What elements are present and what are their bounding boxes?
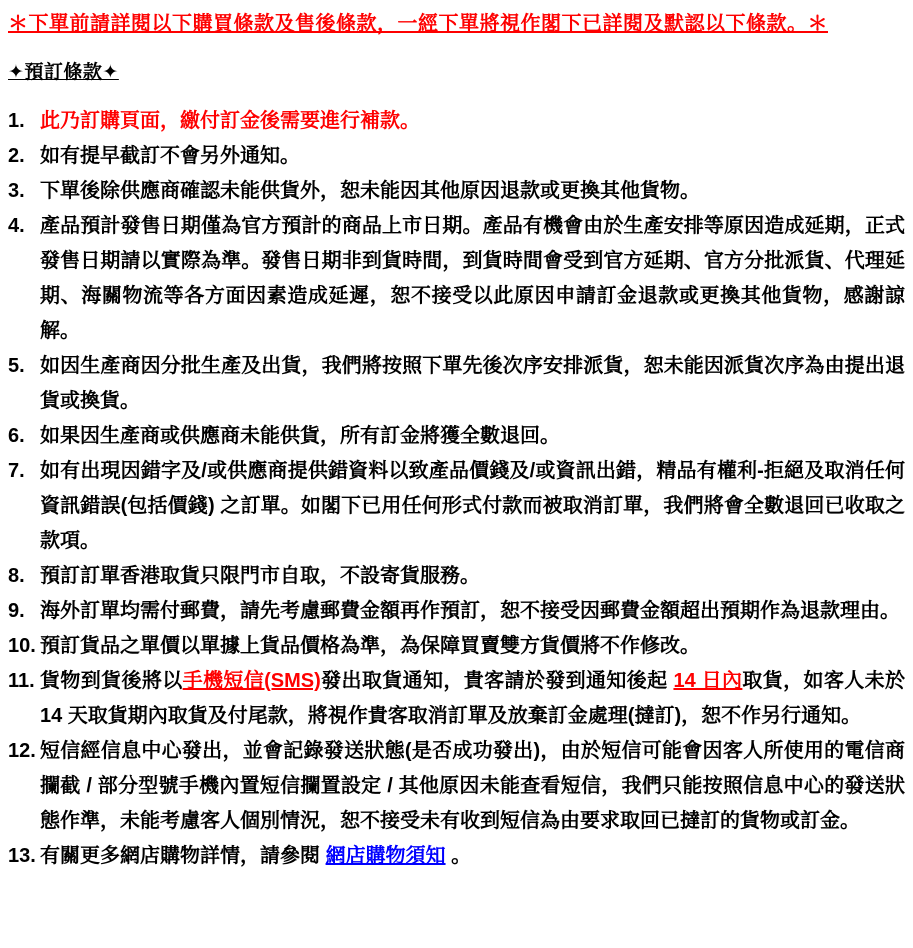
term-text-segment: 。 bbox=[445, 845, 472, 867]
term-text-segment: 預訂貨品之單價以單據上貨品價格為準，為保障買賣雙方貨價將不作修改。 bbox=[40, 635, 700, 657]
term-text-segment: 發出取貨通知，貴客請於發到通知後起 bbox=[320, 670, 674, 692]
notice-header: ＊下單前請詳閱以下購買條款及售後條款，一經下單將視作閣下已詳閱及默認以下條款。＊ bbox=[8, 13, 828, 35]
term-text bbox=[40, 664, 907, 734]
term-number: 13. bbox=[8, 845, 36, 867]
term-item bbox=[8, 139, 907, 174]
term-item bbox=[8, 734, 907, 839]
term-number: 8. bbox=[8, 565, 25, 587]
term-number: 1. bbox=[8, 110, 25, 132]
term-text-segment: 海外訂單均需付郵費，請先考慮郵費金額再作預訂，恕不接受因郵費金額超出預期作為退款理由。 bbox=[40, 600, 900, 622]
term-text bbox=[40, 419, 907, 454]
term-item bbox=[8, 664, 907, 734]
term-item bbox=[8, 174, 907, 209]
term-text-segment: 貨物到貨後將以 bbox=[40, 670, 183, 692]
term-text-segment: 如有出現因錯字及/或供應商提供錯資料以致產品價錢及/或資訊出錯，精品有權利-拒絕及取消任何資訊錯誤(包括價錢) 之訂單。如閣下已用任何形式付款而被取消訂單，我們將會全數退回已收取之款項。 bbox=[40, 460, 905, 552]
term-text bbox=[40, 734, 907, 839]
term-text bbox=[40, 454, 907, 559]
term-item bbox=[8, 104, 907, 139]
term-number: 2. bbox=[8, 145, 25, 167]
term-number: 3. bbox=[8, 180, 25, 202]
term-number: 10. bbox=[8, 635, 36, 657]
term-item bbox=[8, 559, 907, 594]
term-text-segment: 預訂訂單香港取貨只限門市自取，不設寄貨服務。 bbox=[40, 565, 480, 587]
term-number: 7. bbox=[8, 460, 25, 482]
term-text-segment: 如有提早截訂不會另外通知。 bbox=[40, 145, 300, 167]
term-text bbox=[40, 174, 907, 209]
term-text bbox=[40, 594, 907, 629]
section-title-preorder-terms: ✦預訂條款✦ bbox=[8, 62, 119, 83]
term-text-segment: 短信經信息中心發出，並會記錄發送狀態(是否成功發出)，由於短信可能會因客人所使用的電信商攔截 / 部分型號手機內置短信攔置設定 / 其他原因未能查看短信，我們只能按照信息中心的發送狀態作準，未能考慮客人個別情況，恕不接受未有收到短信為由要求取回已撻訂的貨物或訂金。 bbox=[40, 740, 905, 832]
term-text-segment: 下單後除供應商確認未能供貨外，恕未能因其他原因退款或更換其他貨物。 bbox=[40, 180, 700, 202]
term-text bbox=[40, 104, 907, 139]
term-item bbox=[8, 629, 907, 664]
term-text-segment: 產品預計發售日期僅為官方預計的商品上市日期。產品有機會由於生產安排等原因造成延期，正式發售日期請以實際為準。發售日期非到貨時間，到貨時間會受到官方延期、官方分批派貨、代理延期、海關物流等各方面因素造成延遲，恕不接受以此原因申請訂金退款或更換其他貨物，感謝諒解。 bbox=[40, 215, 905, 342]
term-number: 9. bbox=[8, 600, 25, 622]
term-text bbox=[40, 209, 907, 349]
term-number: 5. bbox=[8, 355, 25, 377]
term-text bbox=[40, 629, 907, 664]
term-item bbox=[8, 419, 907, 454]
term-text bbox=[40, 139, 907, 174]
term-item bbox=[8, 594, 907, 629]
term-text-segment: 如因生產商因分批生產及出貨，我們將按照下單先後次序安排派貨，恕未能因派貨次序為由提出退貨或換貨。 bbox=[40, 355, 905, 412]
term-text-red-underline: 14 日內 bbox=[673, 670, 743, 692]
term-text bbox=[40, 349, 907, 419]
term-number: 6. bbox=[8, 425, 25, 447]
term-number: 4. bbox=[8, 215, 25, 237]
terms-list bbox=[8, 104, 907, 874]
term-item bbox=[8, 349, 907, 419]
term-item bbox=[8, 454, 907, 559]
term-text bbox=[40, 839, 907, 874]
term-text-red-underline: 手機短信(SMS) bbox=[182, 670, 321, 692]
term-text-segment: 有關更多網店購物詳情，請參閱 bbox=[40, 845, 326, 867]
term-text bbox=[40, 559, 907, 594]
term-number: 11. bbox=[8, 670, 35, 692]
term-text-segment: 如果因生產商或供應商未能供貨，所有訂金將獲全數退回。 bbox=[40, 425, 560, 447]
term-text-segment: 取貨，如客人未於 14 天取貨期內取貨及付尾款，將視作貴客取消訂單及放棄訂金處理(撻訂)，恕不作另行通知。 bbox=[40, 670, 906, 727]
term-item bbox=[8, 839, 907, 874]
term-item bbox=[8, 209, 907, 349]
shop-guide-link[interactable]: 網店購物須知 bbox=[325, 845, 446, 867]
term-text-red: 此乃訂購頁面，繳付訂金後需要進行補款。 bbox=[40, 110, 420, 132]
term-number: 12. bbox=[8, 740, 36, 762]
